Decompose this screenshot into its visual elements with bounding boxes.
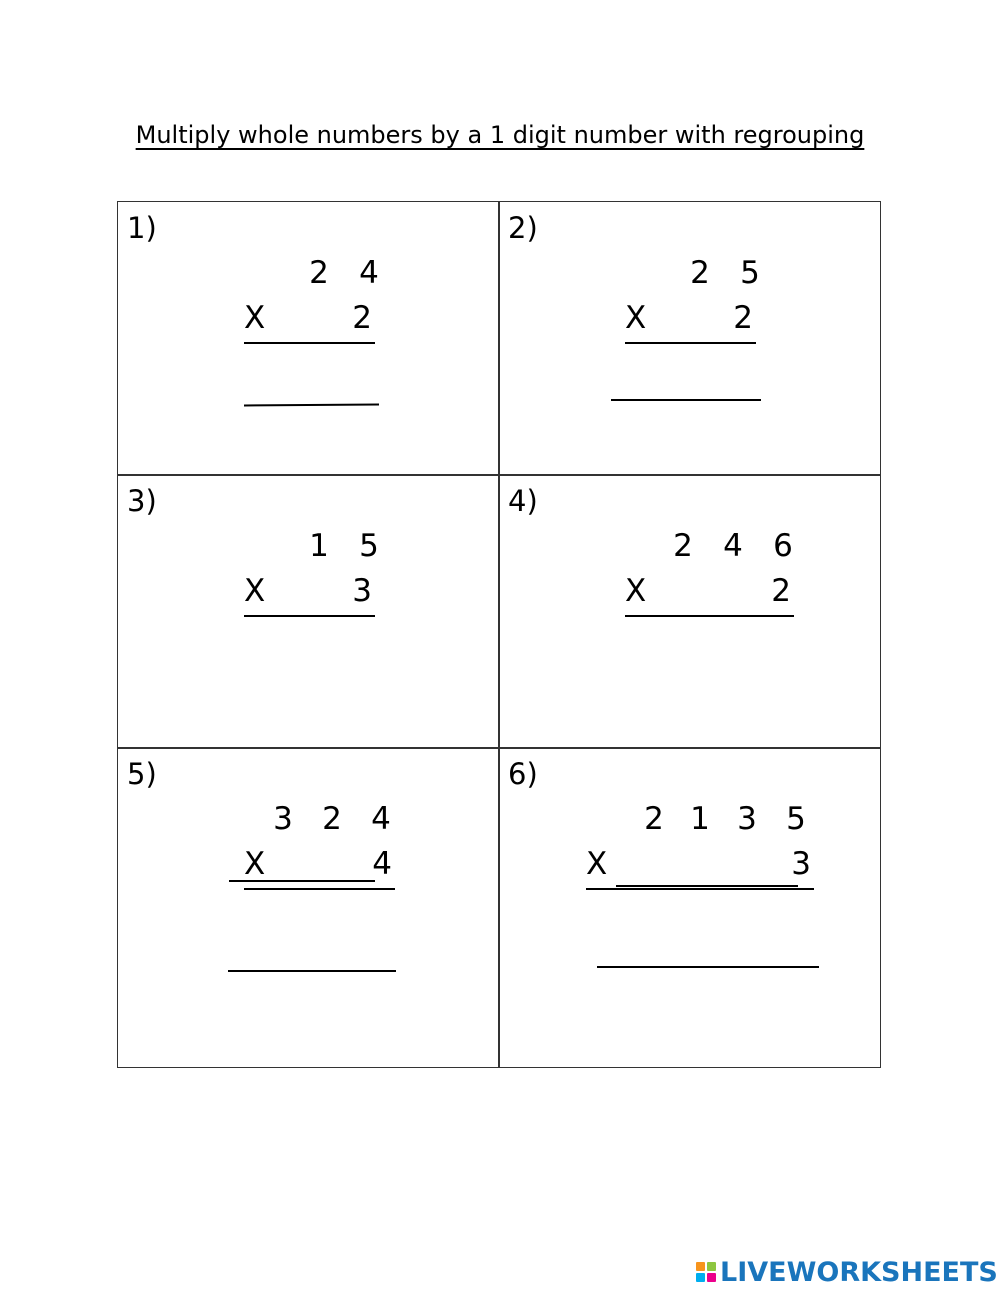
multiplier: 2 xyxy=(733,300,753,336)
digit: 4 xyxy=(359,255,379,291)
digit: 5 xyxy=(359,528,379,564)
multiply-sign: X xyxy=(625,573,647,609)
multiplicand xyxy=(294,528,394,564)
digit: 1 xyxy=(309,528,329,564)
digit: 3 xyxy=(737,801,757,837)
digit: 1 xyxy=(690,801,710,837)
digit: 5 xyxy=(740,255,760,291)
problem-3 xyxy=(118,475,498,747)
digit: 4 xyxy=(723,528,743,564)
problem-number: 2) xyxy=(508,211,538,245)
logo-square-2 xyxy=(707,1262,716,1271)
multiply-sign: X xyxy=(244,573,266,609)
liveworksheets-logo xyxy=(696,1252,998,1291)
multiplicand xyxy=(294,255,394,291)
answer-line[interactable] xyxy=(228,970,396,972)
multiplier-row xyxy=(244,846,395,890)
problem-4 xyxy=(499,475,881,747)
digit: 2 xyxy=(322,801,342,837)
problem-5 xyxy=(118,748,498,1067)
multiply-sign: X xyxy=(625,300,647,336)
multiplier: 2 xyxy=(352,300,372,336)
multiplier: 4 xyxy=(372,846,392,882)
logo-square-4 xyxy=(707,1273,716,1282)
multiplier: 3 xyxy=(791,846,811,882)
problem-number: 3) xyxy=(127,484,157,518)
multiplicand xyxy=(258,801,406,837)
logo-square-3 xyxy=(696,1273,705,1282)
digit: 6 xyxy=(773,528,793,564)
multiplier-row xyxy=(244,573,375,617)
digit: 3 xyxy=(273,801,293,837)
problem-1 xyxy=(118,202,498,474)
multiplier-row xyxy=(586,846,814,890)
answer-line[interactable] xyxy=(244,404,379,407)
multiply-sign: X xyxy=(586,846,608,882)
answer-line[interactable] xyxy=(611,399,761,401)
problem-number: 4) xyxy=(508,484,538,518)
multiply-sign: X xyxy=(244,300,266,336)
problem-grid xyxy=(117,201,881,1068)
digit: 2 xyxy=(673,528,693,564)
brand-name: LIVEWORKSHEETS xyxy=(720,1256,998,1288)
multiplier: 3 xyxy=(352,573,372,609)
problem-number: 6) xyxy=(508,757,538,791)
digit: 5 xyxy=(786,801,806,837)
digit: 2 xyxy=(690,255,710,291)
multiplicand xyxy=(658,528,808,564)
answer-line[interactable] xyxy=(597,966,819,968)
problem-2 xyxy=(499,202,881,474)
multiplicand xyxy=(675,255,775,291)
multiplicand xyxy=(631,801,821,837)
title-text: Multiply whole numbers by a 1 digit number with regrouping xyxy=(135,121,865,149)
multiplier-row xyxy=(625,573,794,617)
digit: 2 xyxy=(644,801,664,837)
worksheet-title xyxy=(0,118,1000,152)
multiplier: 2 xyxy=(771,573,791,609)
multiplier-row xyxy=(625,300,756,344)
logo-square-1 xyxy=(696,1262,705,1271)
multiply-sign: X xyxy=(244,846,266,882)
liveworksheets-icon xyxy=(696,1262,716,1282)
problem-number: 1) xyxy=(127,211,157,245)
problem-number: 5) xyxy=(127,757,157,791)
multiplier-row xyxy=(244,300,375,344)
digit: 4 xyxy=(371,801,391,837)
problem-6 xyxy=(499,748,881,1067)
digit: 2 xyxy=(309,255,329,291)
